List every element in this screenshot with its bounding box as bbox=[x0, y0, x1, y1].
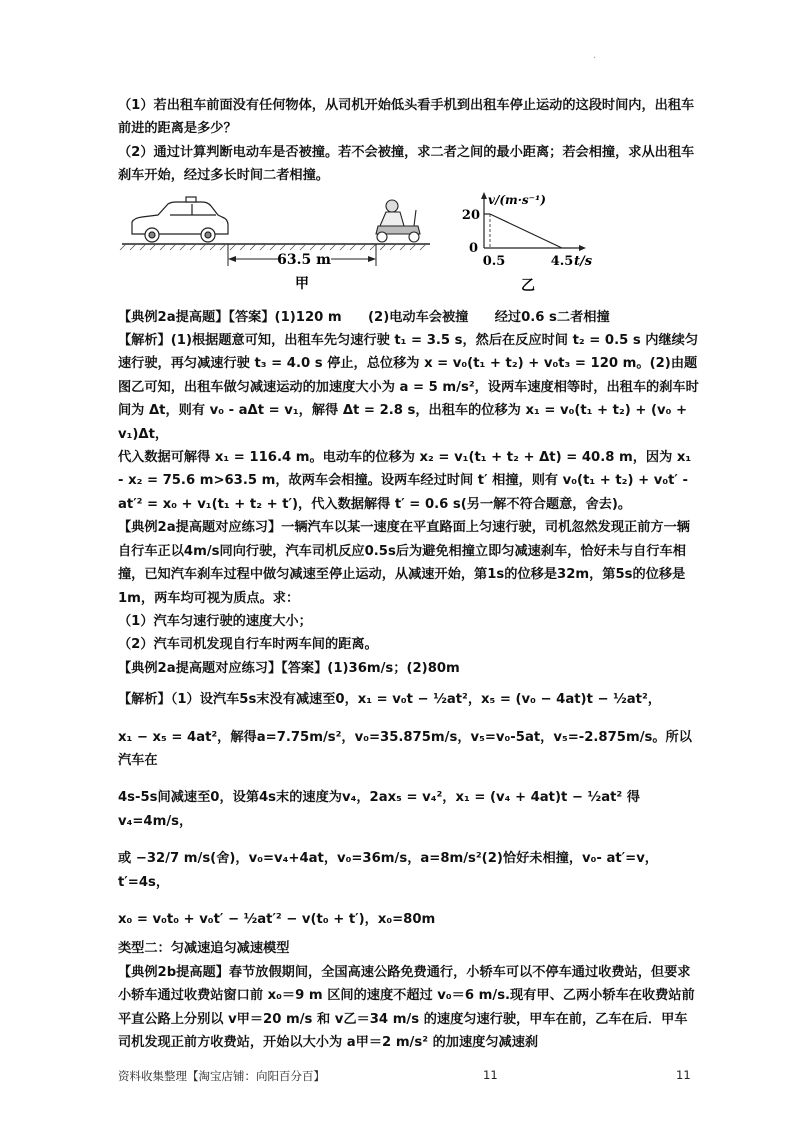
footer-page-number-right: 11 bbox=[676, 1068, 691, 1082]
section-title-type2: 类型二：匀减速追匀减速模型 bbox=[118, 941, 290, 957]
x-tick-4-5: 4.5 bbox=[550, 253, 574, 269]
x-tick-0-5: 0.5 bbox=[482, 253, 506, 269]
exercise-2a-solution-5: x₀ = v₀t₀ + v₀t′ − ½at′² − v(t₀ + t′)，x₀=80m bbox=[118, 911, 436, 927]
exercise-2a-q1: （1）汽车匀速行驶的速度大小； bbox=[118, 613, 312, 629]
figure-jia-caption: 甲 bbox=[295, 275, 309, 292]
example-2b: 【典例2b提高题】春节放假期间，全国高速公路免费通行，小轿车可以不停车通过收费站，但要求小轿车通过收费站窗口前 x₀＝9 m 区间的速度不超过 v₀＝6 m/s.现有甲、乙两小轿车在收费站前平直公路上分别以 v甲＝20 m/s 和 v乙＝34 m/s 的速度匀速行驶，甲车在前，乙车在后．甲车司机发现正前方收费站，开始以大小为 a甲＝2 m/s² 的加速度匀减速刹 bbox=[118, 964, 695, 1050]
exercise-2a-answer: 【典例2a提高题对应练习】【答案】(1)36m/s；(2)80m bbox=[118, 660, 460, 676]
exercise-2a-solution-1: 【解析】（1）设汽车5s末没有减速至0，x₁ = v₀t − ½at²，x₅ = (v₀ − 4at)t − ½at²， bbox=[118, 692, 661, 708]
exercise-2a: 【典例2a提高题对应练习】一辆汽车以某一速度在平直路面上匀速行驶，司机忽然发现正前方一辆自行车正以4m/s同向行驶，汽车司机反应0.5s后为避免相撞立即匀减速刹车，恰好未与自行车相撞，已知汽车刹车过程中做匀减速至停止运动，从减速开始，第1s的位移是32m，第5s的位移是1m，两车均可视为质点。求： bbox=[118, 520, 690, 606]
content bbox=[118, 94, 700, 1054]
scooter-rider-icon bbox=[376, 200, 420, 242]
taxi-icon bbox=[132, 197, 228, 242]
footer-page-number: 11 bbox=[483, 1068, 498, 1082]
distance-label: 63.5 m bbox=[277, 251, 331, 268]
question-2: （2）通过计算判断电动车是否被撞。若不会被撞，求二者之间的最小距离；若会相撞，求从出租车刹车开始，经过多长时间二者相撞。 bbox=[118, 144, 695, 184]
x-axis-label: t/s bbox=[574, 253, 593, 269]
figure-yi bbox=[458, 192, 598, 296]
question-1: （1）若出租车前面没有任何物体，从司机开始低头看手机到出租车停止运动的这段时间内，出租车前进的距离是多少？ bbox=[118, 98, 695, 137]
solution-2a-part1: 【解析】(1)根据题意可知，出租车先匀速行驶 t₁ = 3.5 s，然后在反应时间 t₂ = 0.5 s 内继续匀速行驶，再匀减速行驶 t₃ = 4.0 s 停止，总位移为 x = v₀(t₁ + t₂) + v₀t₃ = 120 m。(2)由题图乙可知，出租车做匀减速运动的加速度大小为 a = 5 m/s²，设两车速度相等时，出租车的刹车时间为 Δt，则有 v₀ - aΔt = v₁，解得 Δt = 2.8 s，出租车的位移为 x₁ = v₀(t₁ + t₂) + (v₀ + v₁)Δt， bbox=[118, 333, 699, 442]
answer-2a: 【典例2a提高题】【答案】(1)120 m (2)电动车会被撞 经过0.6 s二者相撞 bbox=[118, 309, 610, 325]
stray-mark: · bbox=[593, 53, 597, 64]
origin-label: 0 bbox=[468, 240, 478, 256]
footer-source: 资料收集整理【淘宝店铺：向阳百分百】 bbox=[118, 1069, 325, 1083]
exercise-2a-solution-2: x₁ − x₅ = 4at²，解得a=7.75m/s²，v₀=35.875m/s，v₅=v₀-5at，v₅=-2.875m/s。所以汽车在 bbox=[118, 729, 692, 768]
figure-yi-caption: 乙 bbox=[521, 277, 535, 294]
figures bbox=[118, 192, 700, 300]
exercise-2a-q2: （2）汽车司机发现自行车时两车间的距离。 bbox=[118, 637, 378, 653]
solution-2a-part2: 代入数据可解得 x₁ = 116.4 m。电动车的位移为 x₂ = v₁(t₁ + t₂ + Δt) = 40.8 m，因为 x₁ - x₂ = 75.6 m>63.5 m，故两车会相撞。设两车经过时间 t′ 相撞，则有 v₀(t₁ + t₂) + v₀t′ - at′² = x₀ + v₁(t₁ + t₂ + t′)，代入数据解得 t′ = 0.6 s(另一解不符合题意，舍去)。 bbox=[118, 450, 692, 512]
figure-jia bbox=[118, 192, 438, 296]
y-axis-label: v/(m·s⁻¹) bbox=[488, 192, 546, 207]
exercise-2a-solution-3: 4s-5s间减速至0，设第4s末的速度为v₄，2ax₅ = v₄²，x₁ = (v₄ + 4at)t − ½at² 得 v₄=4m/s， bbox=[118, 790, 640, 829]
exercise-2a-solution-4: 或 −32/7 m/s(舍)，v₀=v₄+4at，v₀=36m/s，a=8m/s²(2)恰好未相撞，v₀- at′=v，t′=4s， bbox=[118, 851, 658, 890]
y-tick-20: 20 bbox=[461, 207, 480, 223]
